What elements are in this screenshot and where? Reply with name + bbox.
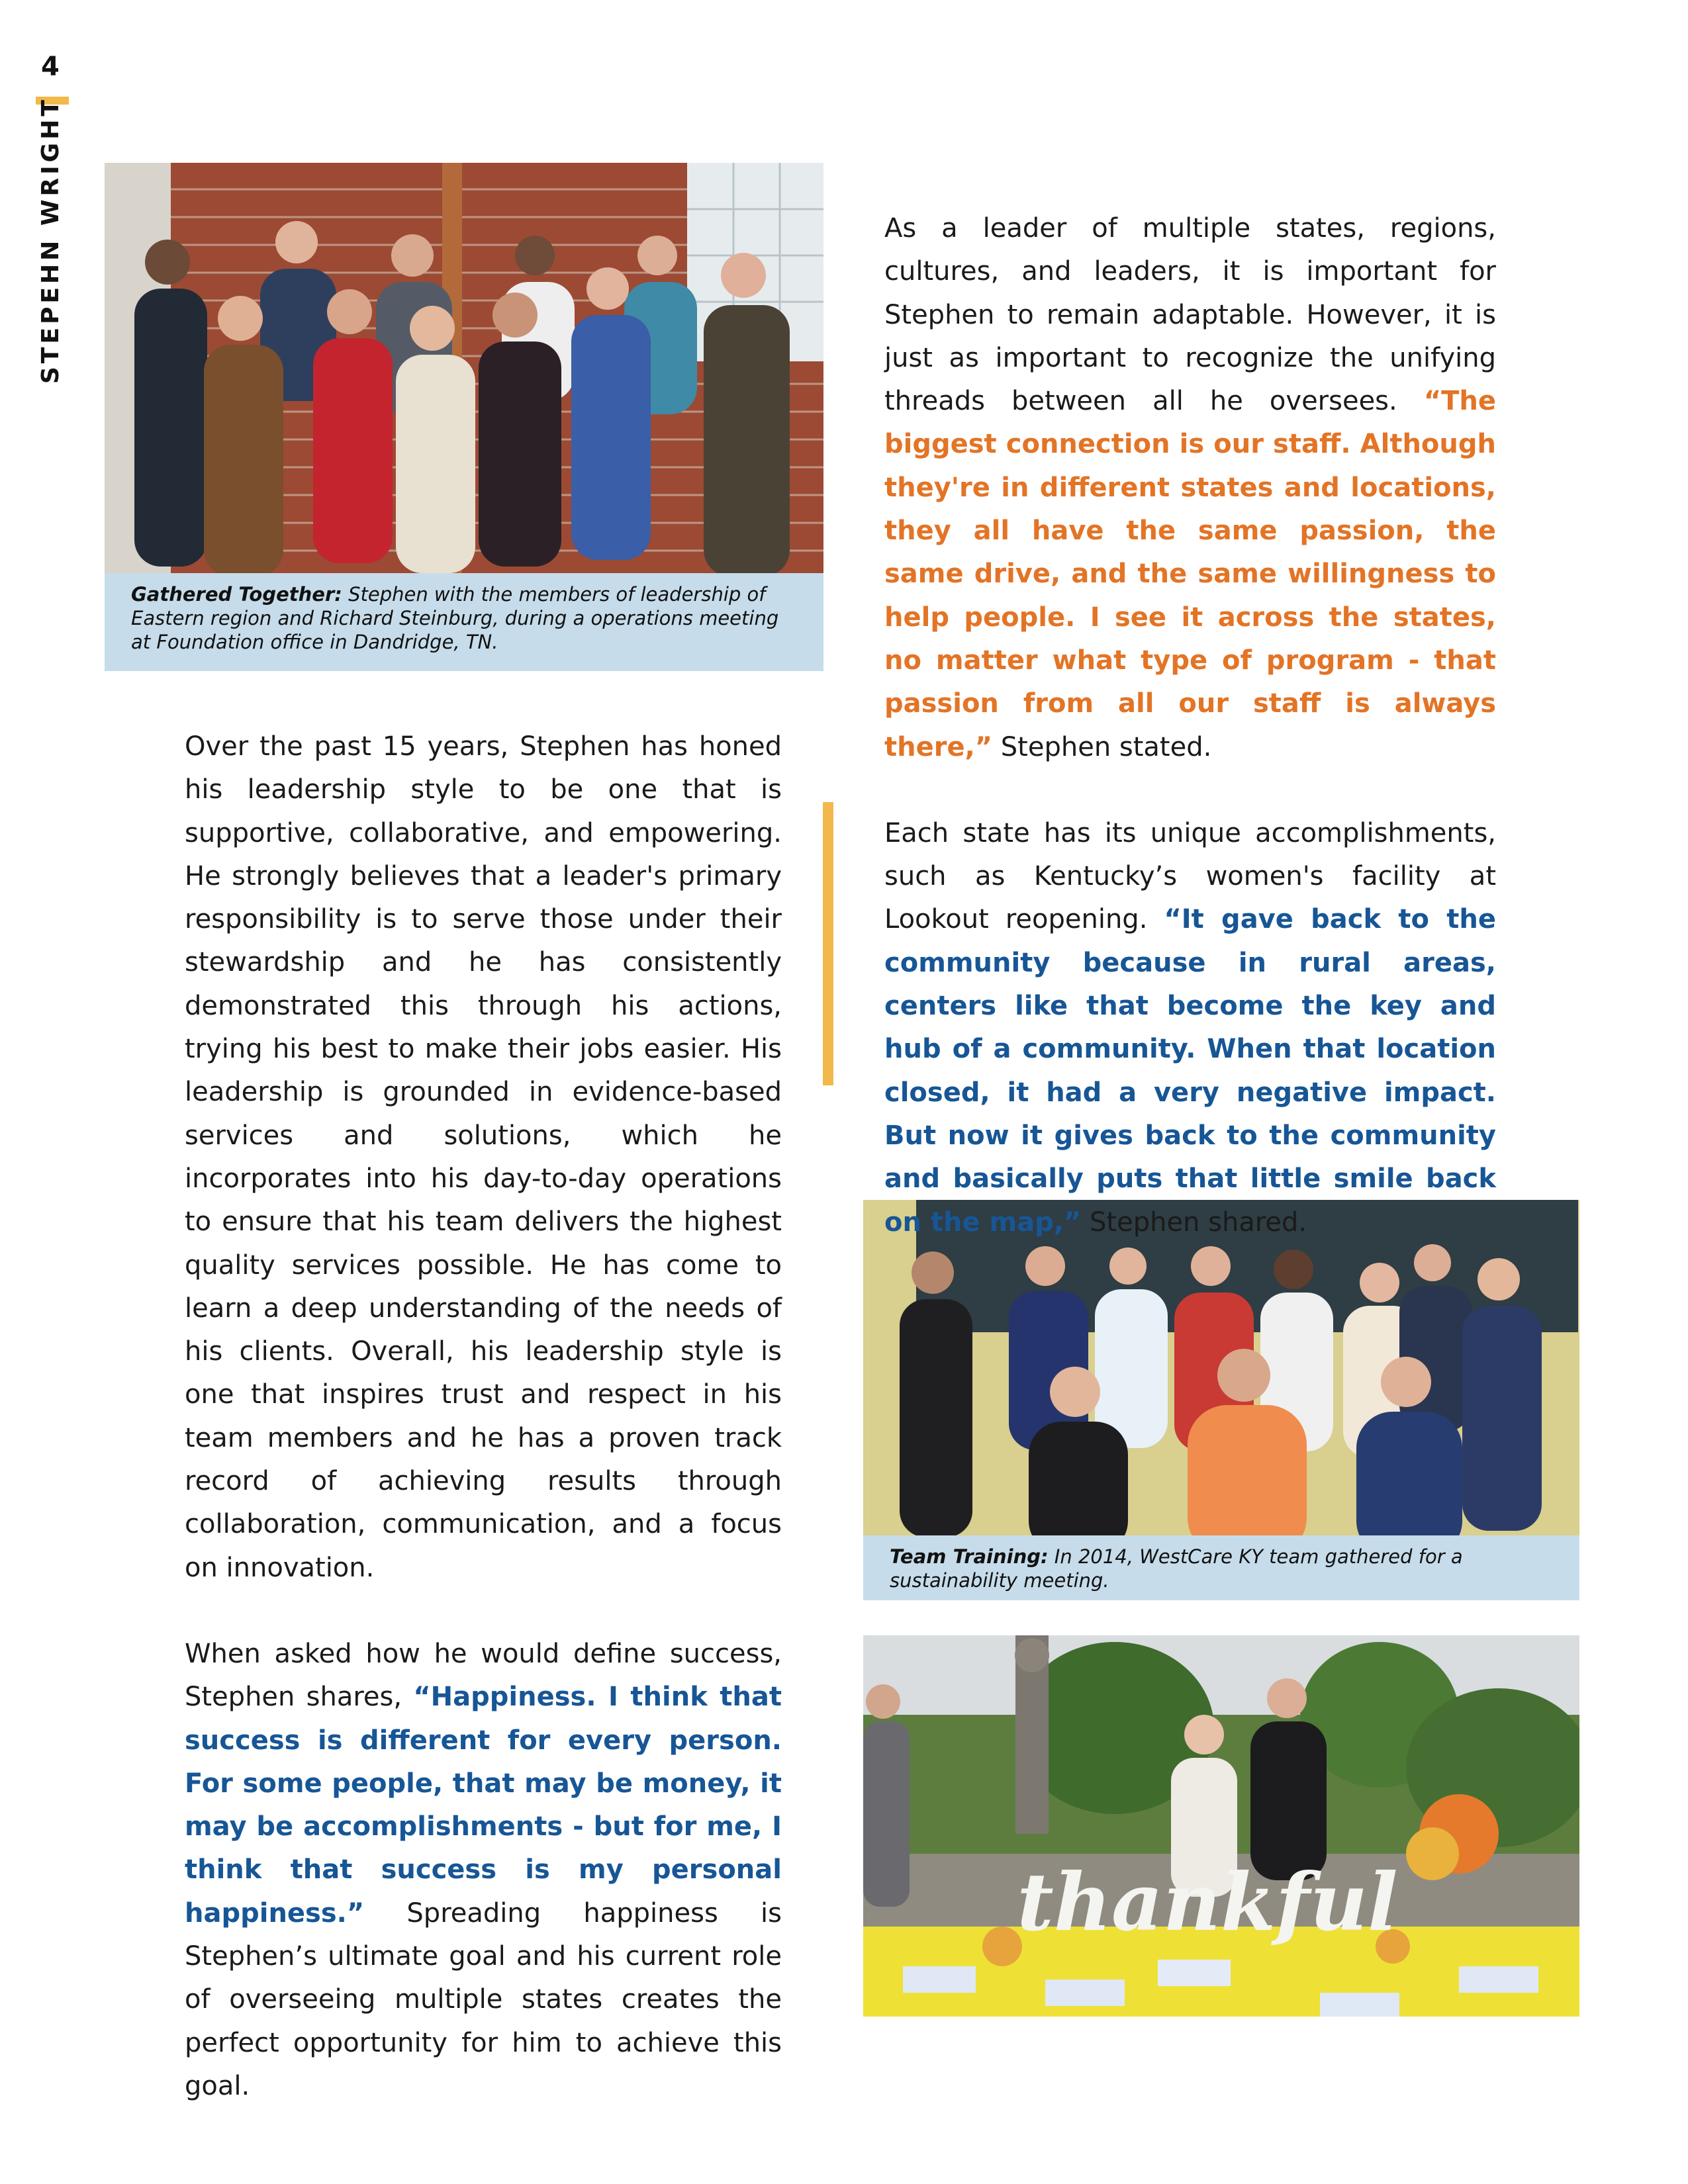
photo-caption	[863, 1535, 1579, 1600]
sign-thankful: thankful	[1017, 1856, 1398, 1949]
paragraph-text: Stephen stated.	[992, 731, 1212, 762]
photo-thankful-event-image	[863, 1635, 1579, 2017]
paragraph-text: Each state has its unique accomplishments, such as Kentucky’s women's facility at Lookout reopening.	[884, 817, 1496, 935]
paragraph-adaptable	[884, 207, 1496, 769]
paragraph-text: Stephen shared.	[1081, 1206, 1307, 1238]
quote-staff-connection: “The biggest connection is our staff. Although they're in different states and locations, they all have the same passion, the same drive, and the same willingness to help people. I see it across the states, no matter what type of program - that passion from all our staff is always there,”	[884, 386, 1496, 762]
paragraph-leadership-style: Over the past 15 years, Stephen has honed his leadership style to be one that is supportive, collaborative, and empowering. He strongly believes that a leader's primary responsibility is to serve those under their stewardship and he has consistently demonstrated this through his actions, trying his best to make their jobs easier. His leadership is grounded in evidence-based services and solutions, which he incorporates into his day-to-day operations to ensure that his team delivers the highest quality services possible. He has come to learn a deep understanding of the needs of his clients. Overall, his leadership style is one that inspires trust and respect in his team members and he has a proven track record of achieving results through collaboration, communication, and a focus on innovation.	[185, 731, 782, 1583]
paragraph-text: Spreading happiness is Stephen’s ultimate goal and his current role of overseeing multiple states creates the perfect opportunity for him to achieve this goal.	[185, 1897, 782, 2101]
right-text-column	[884, 207, 1496, 1244]
section-title-vertical: STEPEHN WRIGHT	[37, 97, 64, 384]
paragraph-text: As a leader of multiple states, regions, cultures, and leaders, it is important for Stephen to remain adaptable. However, it is just as important to recognize the unifying threads between all he oversees.	[884, 213, 1496, 417]
page-number: 4	[41, 52, 60, 82]
photo-leadership-group	[105, 163, 823, 671]
paragraph-accomplishments	[884, 812, 1496, 1244]
paragraph-text: When asked how he would define success, Stephen shares,	[185, 1638, 782, 1713]
quote-happiness: “Happiness. I think that success is different for every person. For some people, that may be money, it may be accomplishments - but for me, I think that success is my personal happiness.”	[185, 1682, 782, 1929]
quote-community: “It gave back to the community because in rural areas, centers like that become the key and hub of a community. When that location closed, it had a very negative impact. But now it gives back to the community and basically puts that little smile back on the map,”	[884, 904, 1496, 1238]
caption-label: Team Training:	[890, 1545, 1049, 1568]
photo-team-training	[863, 1200, 1579, 1600]
accent-divider-bar	[823, 802, 833, 1085]
caption-text: In 2014, WestCare KY team gathered for a sustainability meeting.	[890, 1545, 1463, 1592]
photo-thankful-event	[863, 1635, 1579, 2017]
photo-caption	[105, 573, 823, 671]
paragraph-success	[185, 1633, 782, 2108]
caption-text: Stephen with the members of leadership of Eastern region and Richard Steinburg, during a operations meeting at Foundation office in Dandridge, TN.	[131, 583, 779, 653]
left-text-column	[185, 725, 782, 2108]
caption-label: Gathered Together:	[131, 583, 342, 606]
